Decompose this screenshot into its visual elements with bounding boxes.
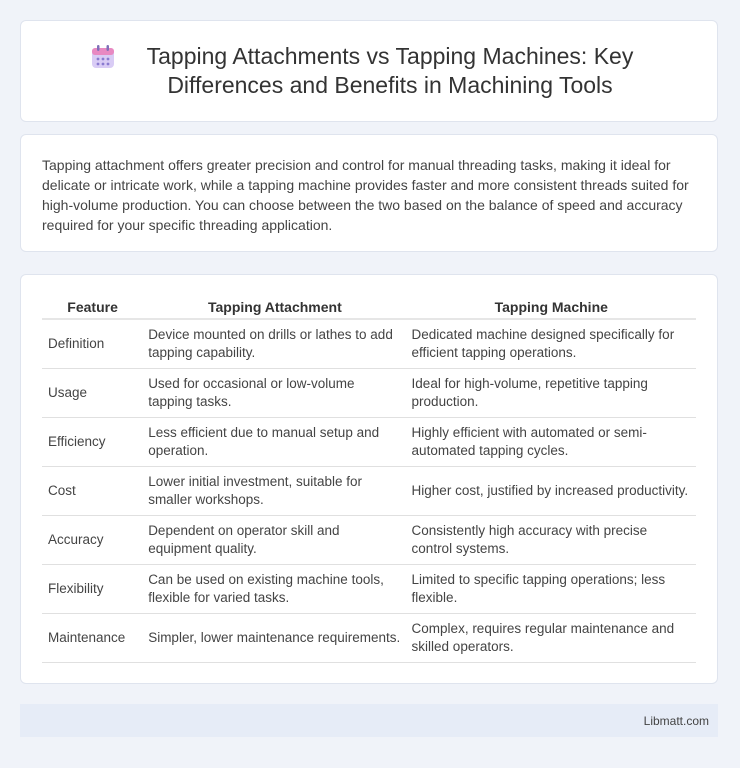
table-row	[42, 565, 696, 614]
attachment-cell: Dependent on operator skill and equipment quality.	[143, 516, 406, 565]
summary-text: Tapping attachment offers greater precision and control for manual threading tasks, making it ideal for delicate or intricate work, while a tapping machine provides faster and more consistent threads suited for high-volume production. You can choose between the two based on the balance of speed and accuracy required for your specific threading application.	[42, 157, 689, 233]
attachment-cell: Used for occasional or low-volume tapping tasks.	[143, 369, 406, 418]
feature-cell: Maintenance	[42, 614, 143, 663]
table-row	[42, 369, 696, 418]
summary-card	[20, 134, 718, 252]
machine-cell: Ideal for high-volume, repetitive tapping production.	[407, 369, 696, 418]
header-tapping-machine: Tapping Machine	[407, 295, 696, 320]
machine-cell: Limited to specific tapping operations; less flexible.	[407, 565, 696, 614]
table-row	[42, 467, 696, 516]
feature-cell: Flexibility	[42, 565, 143, 614]
machine-cell: Highly efficient with automated or semi-automated tapping cycles.	[407, 418, 696, 467]
title-wrap	[89, 42, 649, 100]
machine-cell: Higher cost, justified by increased productivity.	[407, 467, 696, 516]
attachment-cell: Lower initial investment, suitable for smaller workshops.	[143, 467, 406, 516]
header-feature: Feature	[42, 295, 143, 320]
feature-cell: Usage	[42, 369, 143, 418]
table-row	[42, 614, 696, 663]
feature-cell: Accuracy	[42, 516, 143, 565]
feature-cell: Efficiency	[42, 418, 143, 467]
calendar-icon	[89, 44, 117, 70]
feature-cell: Cost	[42, 467, 143, 516]
feature-cell: Definition	[42, 320, 143, 369]
attachment-cell: Can be used on existing machine tools, flexible for varied tasks.	[143, 565, 406, 614]
title-card	[20, 20, 718, 122]
table-header-row	[42, 295, 696, 320]
table-row	[42, 320, 696, 369]
header-tapping-attachment: Tapping Attachment	[143, 295, 406, 320]
attachment-cell: Simpler, lower maintenance requirements.	[143, 614, 406, 663]
attachment-cell: Less efficient due to manual setup and operation.	[143, 418, 406, 467]
table-row	[42, 516, 696, 565]
page-title: Tapping Attachments vs Tapping Machines: Key Differences and Benefits in Machining Tools	[146, 43, 634, 98]
footer-brand[interactable]: Libmatt.com	[643, 713, 709, 728]
comparison-table-card	[20, 274, 718, 684]
machine-cell: Consistently high accuracy with precise control systems.	[407, 516, 696, 565]
comparison-table	[42, 295, 696, 663]
footer	[20, 704, 718, 737]
table-row	[42, 418, 696, 467]
machine-cell: Dedicated machine designed specifically for efficient tapping operations.	[407, 320, 696, 369]
attachment-cell: Device mounted on drills or lathes to add tapping capability.	[143, 320, 406, 369]
machine-cell: Complex, requires regular maintenance and skilled operators.	[407, 614, 696, 663]
